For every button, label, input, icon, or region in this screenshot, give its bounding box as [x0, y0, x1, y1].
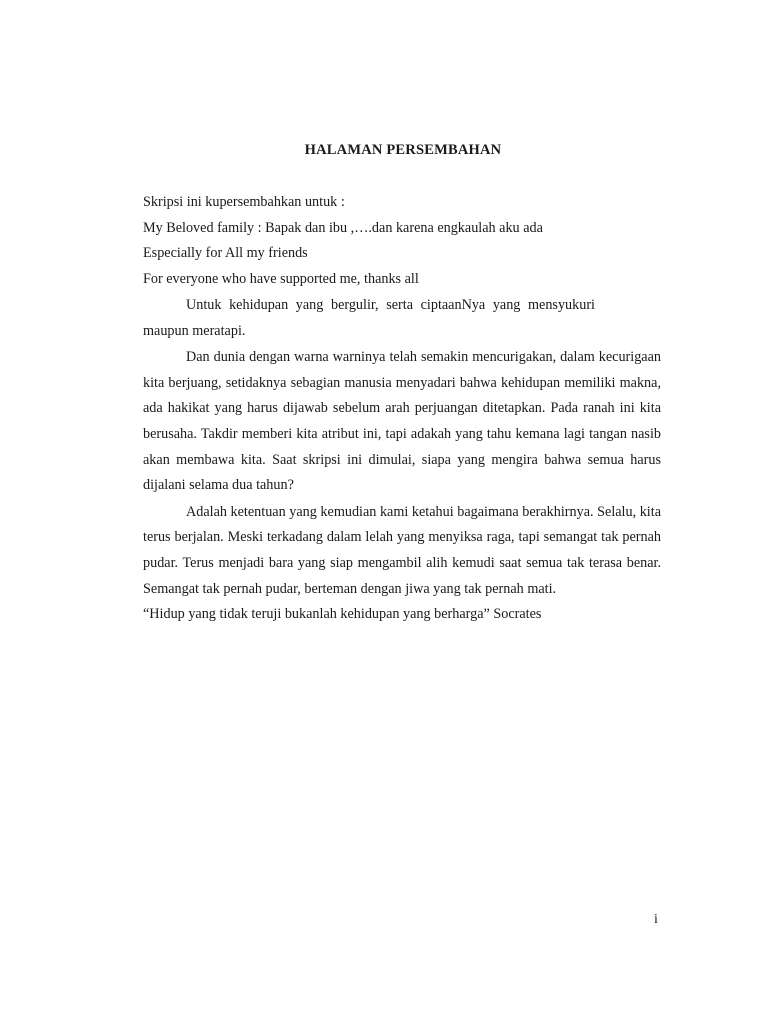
dedication-line-friends: Especially for All my friends — [143, 245, 308, 261]
dedication-line-family: My Beloved family : Bapak dan ibu ,….dan karena engkaulah aku ada — [143, 219, 543, 236]
paragraph-world: Dan dunia dengan warna warninya telah semakin mencurigakan, dalam kecurigaan kita berjuang, setidaknya sebagian manusia menyadari bahwa kehidupan memiliki makna, ada hakikat yang harus dijawab sebelum arah perjuangan ditetapkan. Pada ranah ini kita berusaha. Takdir memberi kita atribut ini, tapi adakah yang tahu kemana lagi tangan nasib akan membawa kita. Saat skripsi ini dimulai, siapa yang mengira bahwa semua harus dijalani selama dua tahun? — [143, 349, 661, 494]
dedication-line-intro: Skripsi ini kupersembahkan untuk : — [143, 194, 345, 210]
document-body — [143, 190, 661, 628]
dedication-line-supporters: For everyone who have supported me, thanks all — [143, 270, 419, 287]
page-number: i — [654, 912, 658, 927]
paragraph-destiny: Adalah ketentuan yang kemudian kami ketahui bagaimana berakhirnya. Selalu, kita terus berjalan. Meski terkadang dalam lelah yang menyiksa raga, tapi semangat tak pernah pudar. Terus menjadi bara yang siap mengambil alih kemudi saat semua tak terasa benar. Semangat tak pernah pudar, berteman dengan jiwa yang tak pernah mati. — [143, 503, 661, 597]
quote-socrates: “Hidup yang tidak teruji bukanlah kehidupan yang berharga” Socrates — [143, 606, 542, 623]
page-title: HALAMAN PERSEMBAHAN — [304, 142, 502, 158]
paragraph-life: Untuk kehidupan yang bergulir, serta ciptaanNya yang mensyukuri maupun meratapi. — [143, 297, 595, 339]
